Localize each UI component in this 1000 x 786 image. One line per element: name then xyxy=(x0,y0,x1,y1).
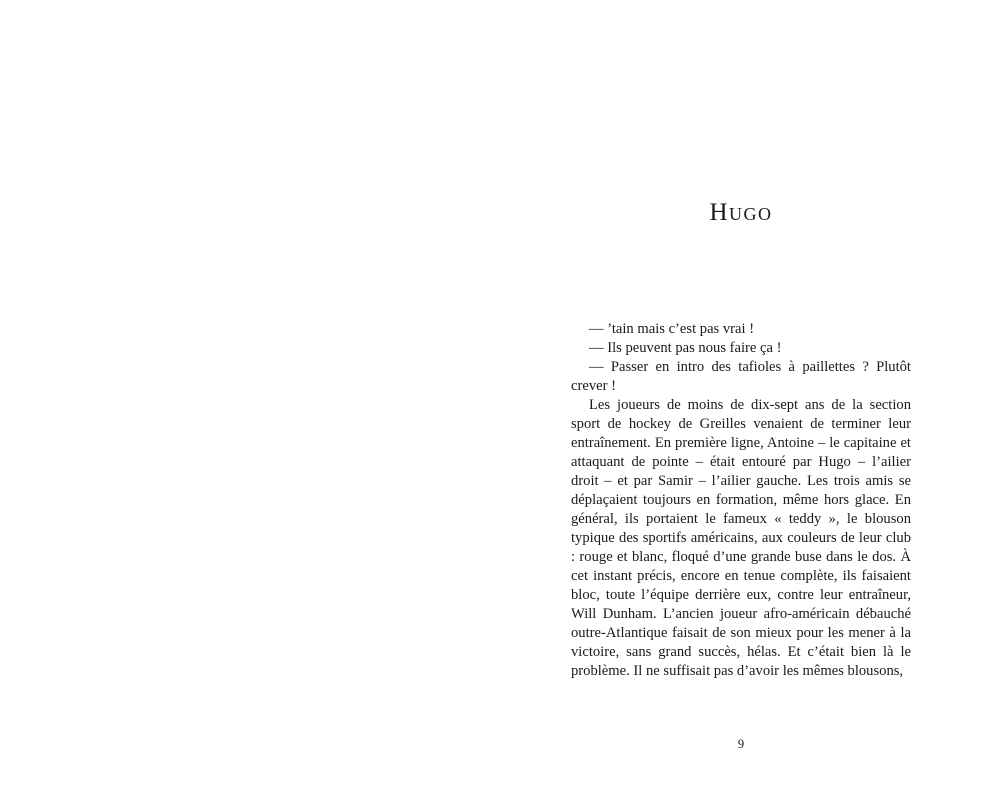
chapter-body xyxy=(571,320,911,681)
chapter-title: Hugo xyxy=(709,199,773,226)
dialogue-line-3: — Passer en intro des tafioles à paillettes ? Plutôt crever ! xyxy=(571,359,911,394)
dialogue-line-1: — ’tain mais c’est pas vrai ! xyxy=(589,321,755,337)
dialogue-line-2: — Ils peuvent pas nous faire ça ! xyxy=(589,340,782,356)
narrative-paragraph: Les joueurs de moins de dix-sept ans de la section sport de hockey de Greilles venaient de terminer leur entraînement. En première ligne, Antoine – le capitaine et attaquant de pointe – était entouré par Hugo – l’ailier droit – et par Samir – l’ailier gauche. Les trois amis se déplaçaient toujours en formation, même hors glace. En général, ils portaient le fameux « teddy », le blouson typique des sportifs américains, aux couleurs de leur club : rouge et blanc, floqué d’une grande buse dans le dos. À cet instant précis, encore en tenue complète, ils faisaient bloc, toute l’équipe derrière eux, contre leur entraîneur, Will Dunham. L’ancien joueur afro-américain débauché outre-Atlantique faisait de son mieux pour les mener à la victoire, sans grand succès, hélas. Et c’était bien là le problème. Il ne suffisait pas d’avoir les mêmes blousons, xyxy=(571,397,911,679)
page-number: 9 xyxy=(737,737,745,751)
